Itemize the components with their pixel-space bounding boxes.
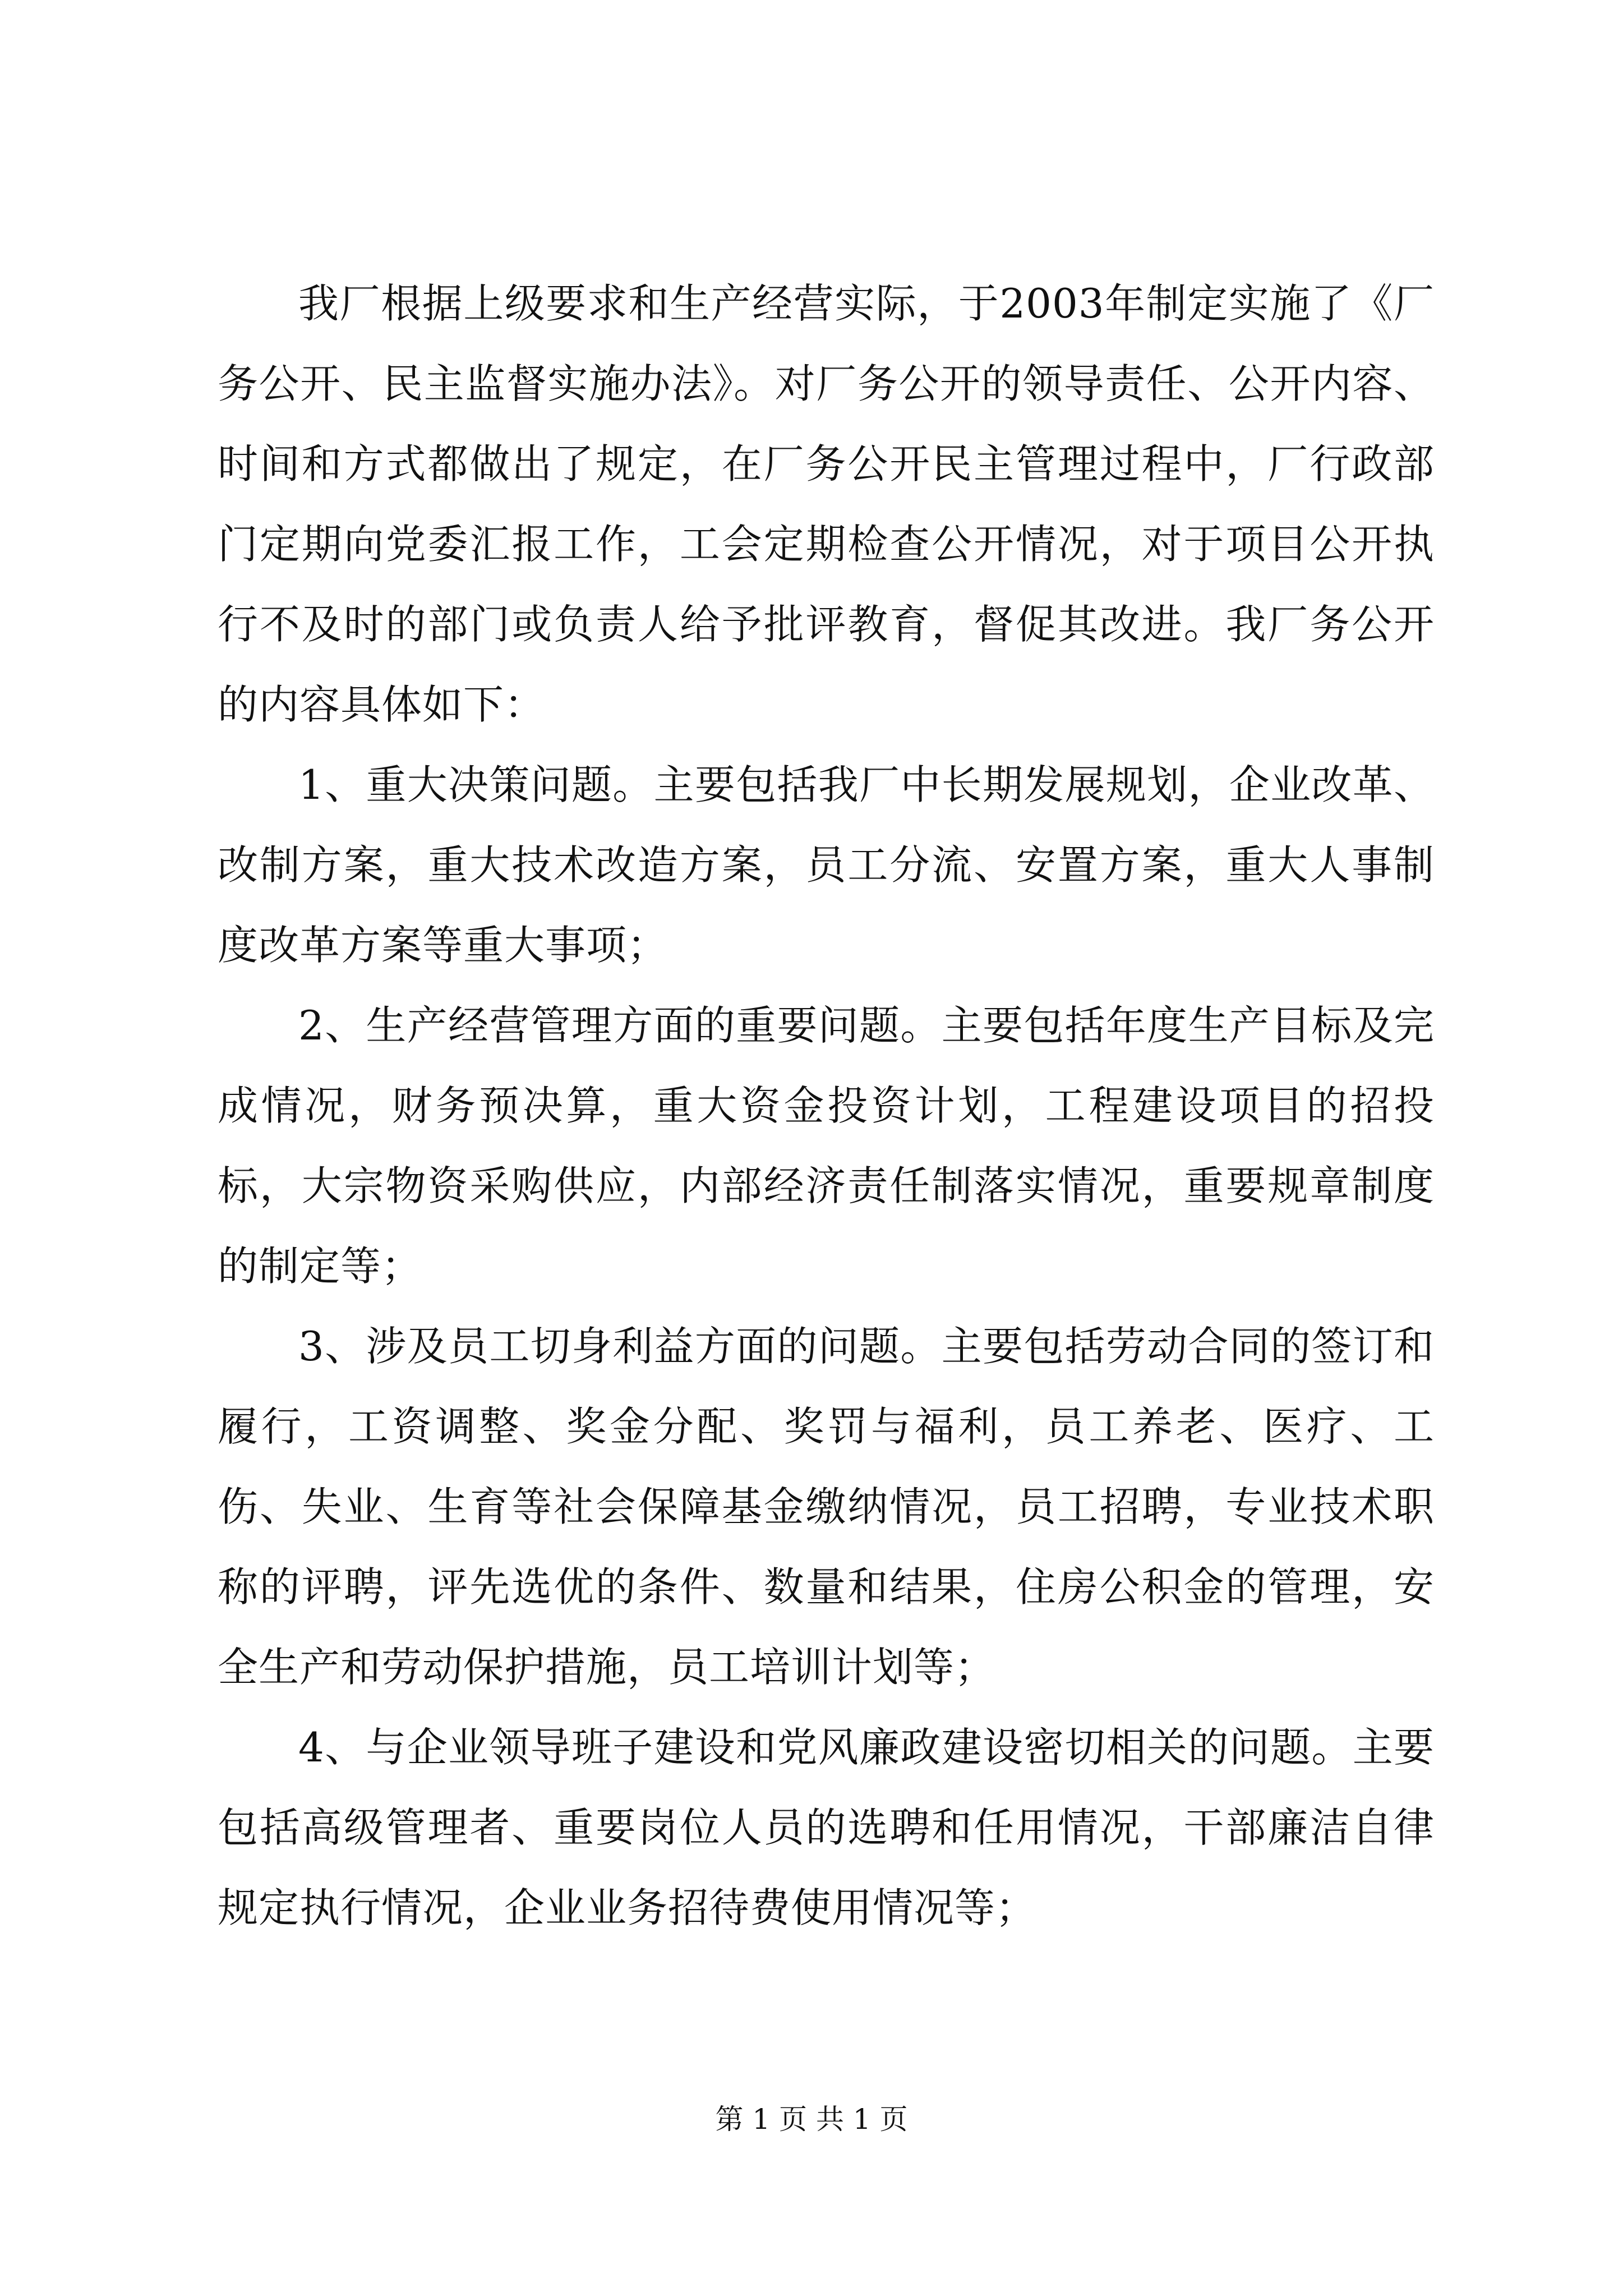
document-body (218, 264, 1435, 1948)
page-number-footer: 第 1 页 共 1 页 (715, 2103, 908, 2136)
paragraph-item-4: 4、与企业领导班子建设和党风廉政建设密切相关的问题。主要包括高级管理者、重要岗位人员的选聘和任用情况，干部廉洁自律规定执行情况，企业业务招待费使用情况等； (218, 1724, 1435, 1931)
paragraph-intro: 我厂根据上级要求和生产经营实际，于2003年制定实施了《厂务公开、民主监督实施办法》。对厂务公开的领导责任、公开内容、时间和方式都做出了规定，在厂务公开民主管理过程中，厂行政部门定期向党委汇报工作，工会定期检查公开情况，对于项目公开执行不及时的部门或负责人给予批评教育，督促其改进。我厂务公开的内容具体如下： (218, 280, 1435, 728)
paragraph-item-1: 1、重大决策问题。主要包括我厂中长期发展规划，企业改革、改制方案，重大技术改造方案，员工分流、安置方案，重大人事制度改革方案等重大事项； (218, 761, 1435, 969)
paragraph-item-3: 3、涉及员工切身利益方面的问题。主要包括劳动合同的签订和履行，工资调整、奖金分配、奖罚与福利，员工养老、医疗、工伤、失业、生育等社会保障基金缴纳情况，员工招聘，专业技术职称的评聘，评先选优的条件、数量和结果，住房公积金的管理，安全生产和劳动保护措施，员工培训计划等； (218, 1323, 1435, 1691)
paragraph-item-2: 2、生产经营管理方面的重要问题。主要包括年度生产目标及完成情况，财务预决算，重大资金投资计划，工程建设项目的招投标，大宗物资采购供应，内部经济责任制落实情况，重要规章制度的制定等； (218, 1002, 1435, 1290)
